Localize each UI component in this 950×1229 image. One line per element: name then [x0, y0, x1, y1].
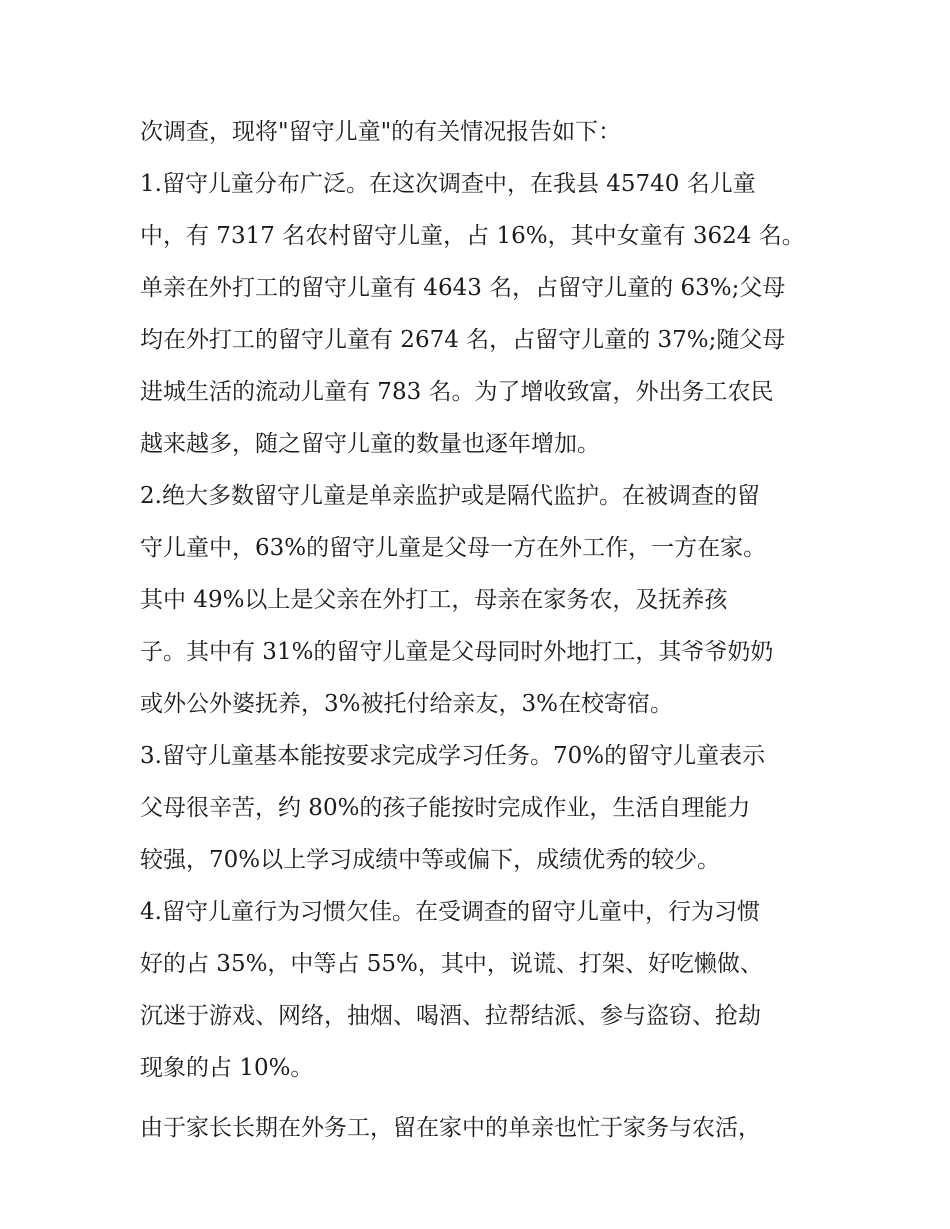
text-line: 进城生活的流动儿童有 783 名。为了增收致富，外出务工农民: [140, 379, 774, 405]
paragraph-gap: [140, 1094, 820, 1102]
text-line: 子。其中有 31%的留守儿童是父母同时外地打工，其爷爷奶奶: [140, 639, 774, 665]
text-line: 守儿童中，63%的留守儿童是父母一方在外工作，一方在家。: [140, 535, 767, 561]
text-line: 次调查，现将"留守儿童"的有关情况报告如下：: [140, 119, 622, 145]
text-line: 现象的占 10%。: [140, 1055, 314, 1081]
text-line: 父母很辛苦，约 80%的孩子能按时完成作业，生活自理能力: [140, 795, 751, 821]
text-line: 3.留守儿童基本能按要求完成学习任务。70%的留守儿童表示: [140, 743, 766, 769]
text-line: 中，有 7317 名农村留守儿童，占 16%，其中女童有 3624 名。: [140, 223, 805, 249]
text-line: 单亲在外打工的留守儿童有 4643 名，占留守儿童的 63%;父母: [140, 275, 786, 301]
text-line: 1.留守儿童分布广泛。在这次调查中，在我县 45740 名儿童: [140, 171, 756, 197]
text-line: 越来越多，随之留守儿童的数量也逐年增加。: [140, 431, 600, 457]
text-line: 好的占 35%，中等占 55%，其中，说谎、打架、好吃懒做、: [140, 951, 763, 977]
text-line: 沉迷于游戏、网络，抽烟、喝酒、拉帮结派、参与盗窃、抢劫: [140, 1003, 761, 1029]
text-line: 均在外打工的留守儿童有 2674 名，占留守儿童的 37%;随父母: [140, 327, 786, 353]
text-line: 或外公外婆抚养，3%被托付给亲友，3%在校寄宿。: [140, 691, 673, 717]
text-line: 较强，70%以上学习成绩中等或偏下，成绩优秀的较少。: [140, 847, 721, 873]
text-line: 由于家长长期在外务工，留在家中的单亲也忙于家务与农活，: [140, 1115, 761, 1141]
text-line: 其中 49%以上是父亲在外打工，母亲在家务农，及抚养孩: [140, 587, 728, 613]
text-line: 4.留守儿童行为习惯欠佳。在受调查的留守儿童中，行为习惯: [140, 899, 760, 925]
text-line: 2.绝大多数留守儿童是单亲监护或是隔代监护。在被调查的留: [140, 483, 760, 509]
report-text: [140, 106, 820, 1154]
